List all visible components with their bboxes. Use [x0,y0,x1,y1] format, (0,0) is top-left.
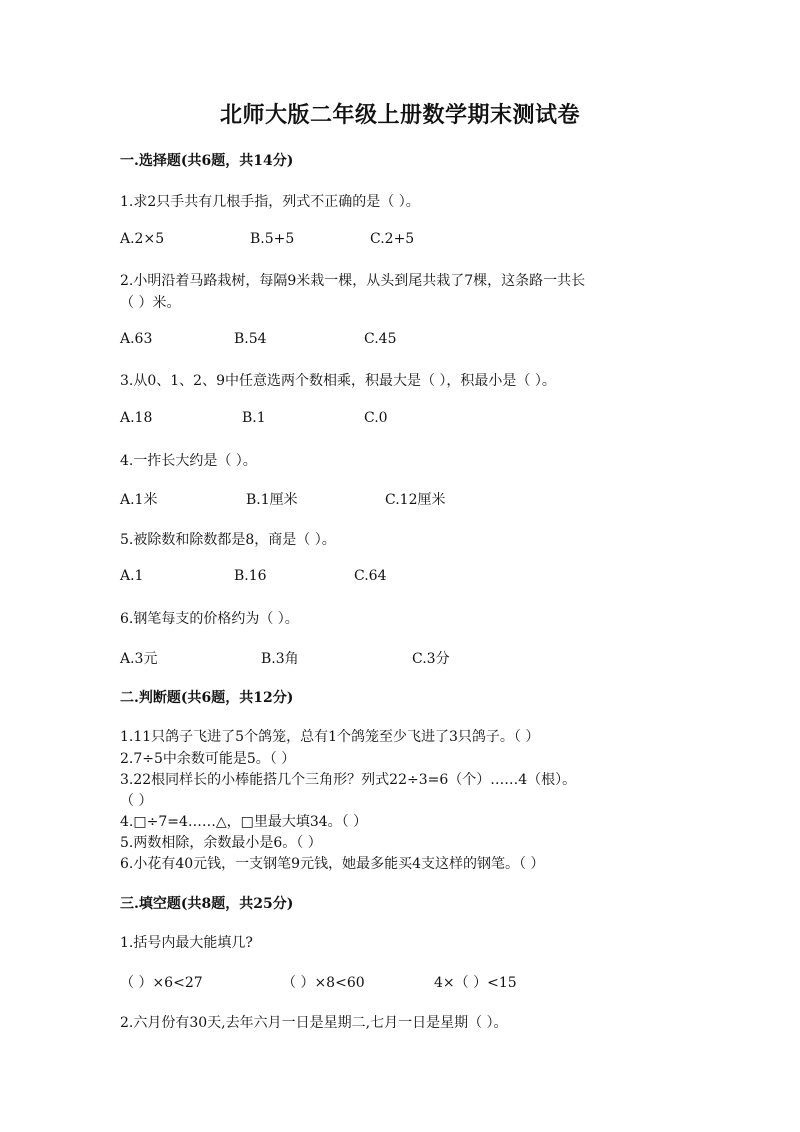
option-b: B.16 [234,568,267,584]
exam-title: 北师大版二年级上册数学期末测试卷 [219,102,580,128]
judgement-item: 4.□÷7=4……△，□里最大填34。（ ） [120,814,368,830]
blank-expression: （ ）×6<27 [120,975,203,991]
question-text: 2.六月份有30天,去年六月一日是星期二,七月一日是星期（ ）。 [120,1015,508,1031]
option-c: C.64 [354,568,387,584]
option-c: C.2+5 [370,231,415,247]
question-text: 2.小明沿着马路栽树，每隔9米栽一棵，从头到尾共栽了7棵，这条路一共长 [120,273,586,289]
judgement-item: 5.两数相除，余数最小是6。（ ） [120,835,322,851]
option-a: A.2×5 [120,231,165,247]
judgement-item-continued: （ ） [120,793,153,809]
judgement-item: 3.22根同样长的小棒能搭几个三角形？列式22÷3=6（个）……4（根）。 [120,772,577,788]
option-a: A.3元 [120,651,158,667]
option-a: A.63 [120,331,153,347]
question-text: 3.从0、1、2、9中任意选两个数相乘，积最大是（ ），积最小是（ ）。 [120,373,556,389]
judgement-item: 1.11只鸽子飞进了5个鸽笼，总有1个鸽笼至少飞进了3只鸽子。（ ） [120,729,540,745]
section-heading-fill-in: 三.填空题(共8题，共25分) [120,896,294,912]
option-c: C.0 [364,410,388,426]
option-b: B.1 [242,410,266,426]
option-c: C.12厘米 [385,492,446,508]
option-c: C.3分 [412,651,450,667]
option-a: A.1米 [120,492,158,508]
option-b: B.1厘米 [246,492,298,508]
question-text: 5.被除数和除数都是8，商是（ ）。 [120,532,336,548]
option-c: C.45 [364,331,397,347]
option-a: A.1 [120,568,144,584]
question-text: 6.钢笔每支的价格约为（ ）。 [120,611,299,627]
question-text: 4.一拃长大约是（ ）。 [120,453,257,469]
question-text: 1.括号内最大能填几? [120,935,253,951]
option-b: B.3角 [261,651,299,667]
option-b: B.54 [234,331,267,347]
section-heading-choice: 一.选择题(共6题，共14分) [120,153,294,169]
blank-expression: （ ）×8<60 [282,975,365,991]
question-text-continued: （ ）米。 [120,295,181,311]
blank-expression: 4×（ ）<15 [434,975,517,991]
section-heading-judgement: 二.判断题(共6题，共12分) [120,690,294,706]
question-text: 1.求2只手共有几根手指，列式不正确的是（ ）。 [120,194,420,210]
option-a: A.18 [120,410,153,426]
judgement-item: 6.小花有40元钱，一支钢笔9元钱，她最多能买4支这样的钢笔。（ ） [120,856,545,872]
judgement-item: 2.7÷5中余数可能是5。（ ） [120,751,296,767]
option-b: B.5+5 [250,231,295,247]
